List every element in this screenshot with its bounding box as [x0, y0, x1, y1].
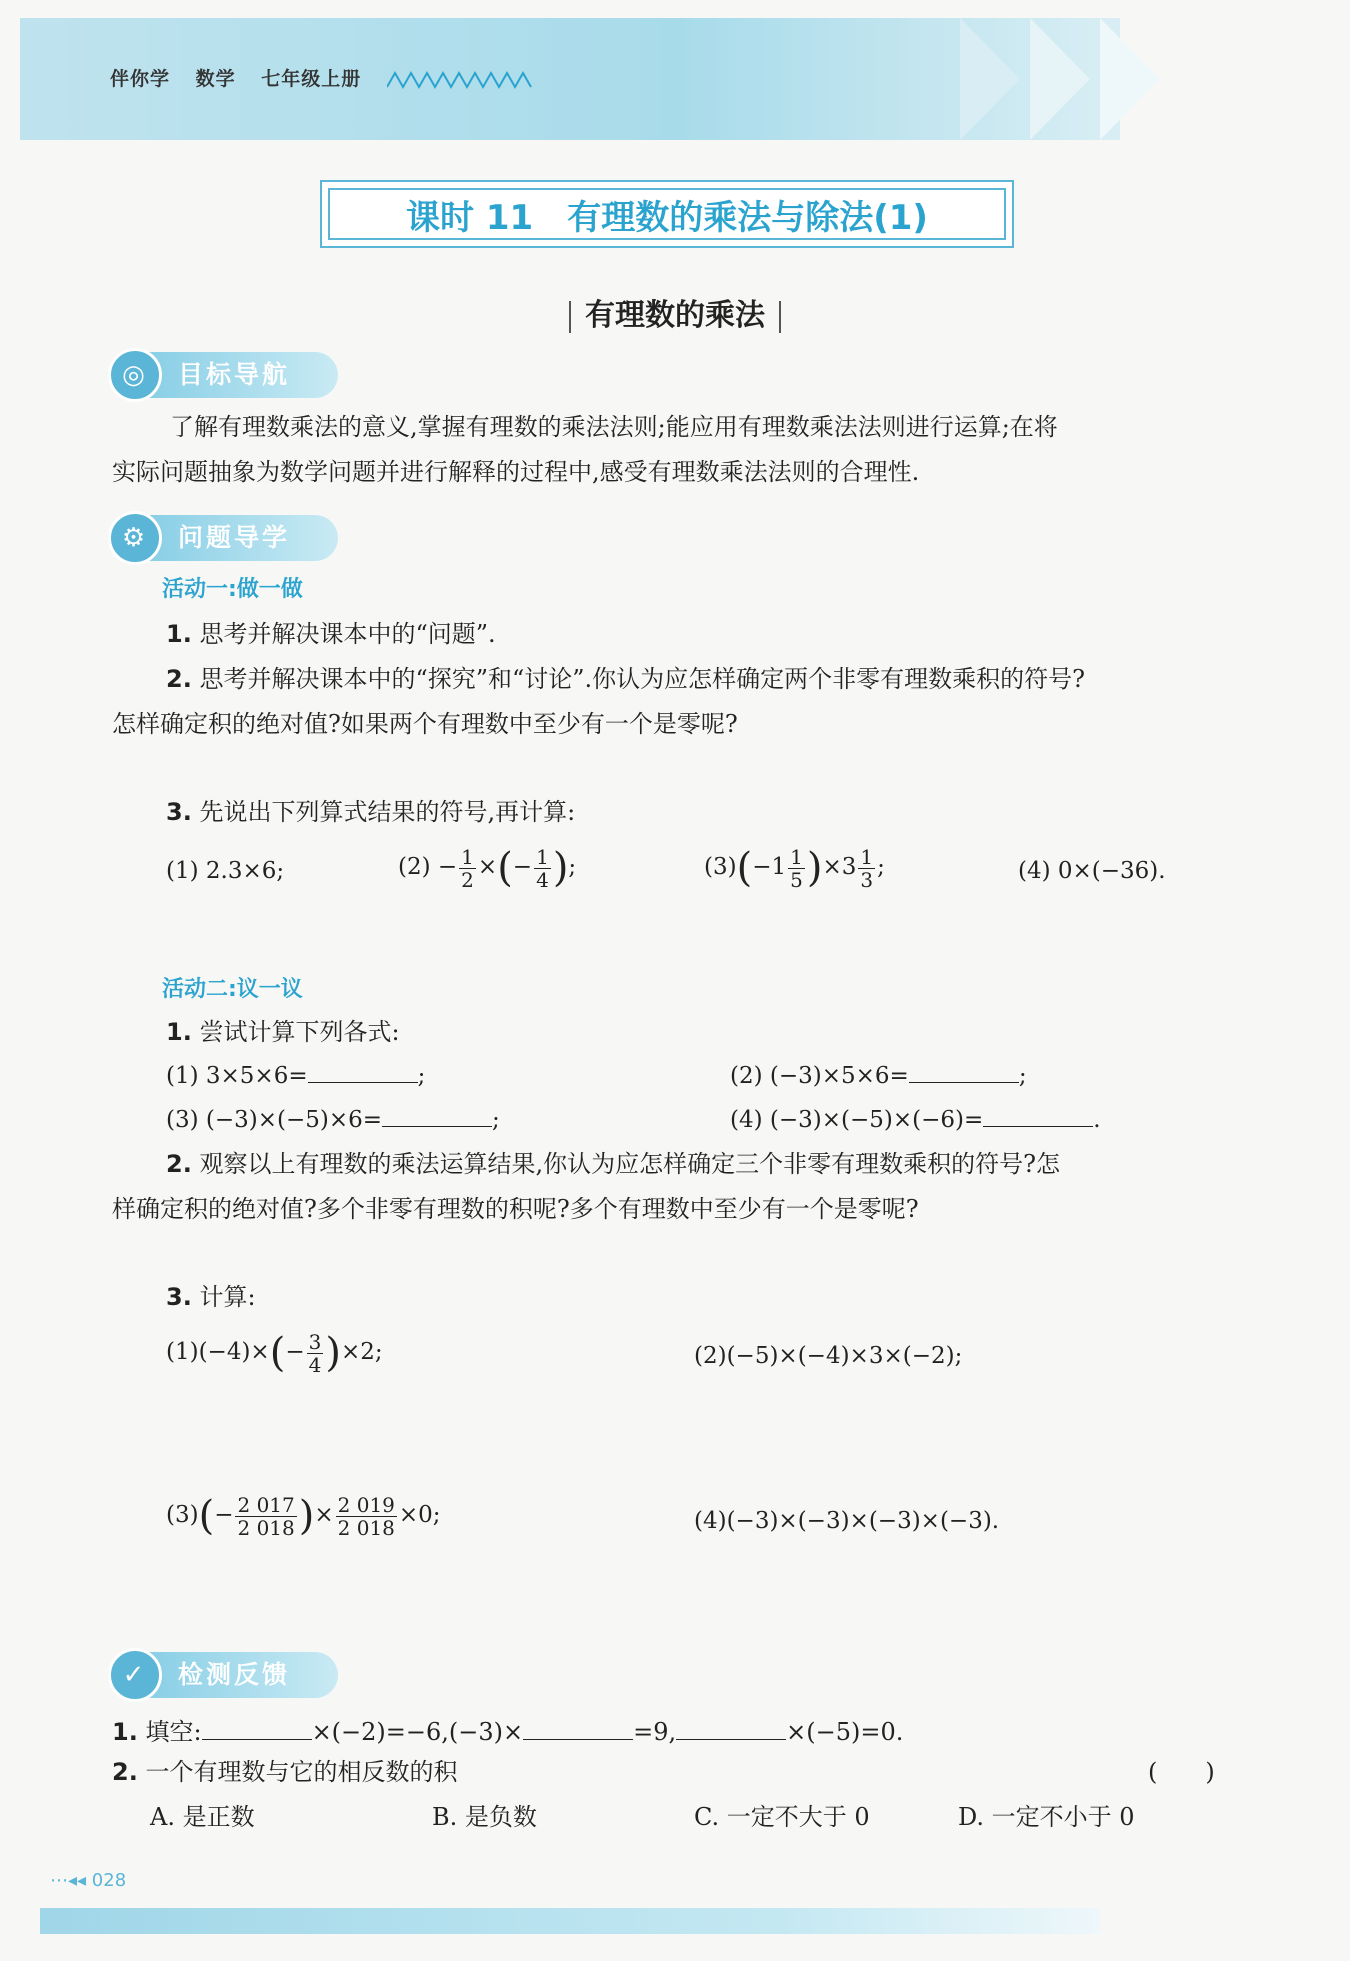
q-text: 填空:: [145, 1718, 202, 1746]
fill-text: (3) (−3)×(−5)×6=: [166, 1107, 383, 1133]
q-number: 2.: [166, 665, 192, 693]
footer-band: [40, 1908, 1100, 1934]
fill-text: (4) (−3)×(−5)×(−6)=: [730, 1107, 984, 1133]
q-text: 尝试计算下列各式:: [199, 1018, 400, 1046]
answer-blank[interactable]: [983, 1104, 1093, 1127]
check-label: 检测反馈: [178, 1660, 291, 1689]
expr-part: (2) −: [398, 854, 458, 880]
fraction: $\frac{1}{5}$: [790, 844, 803, 892]
activity2-q2-line2: 样确定积的绝对值?多个非零有理数的积呢?多个有理数中至少有一个是零呢?: [112, 1195, 919, 1223]
fill-end: ;: [492, 1107, 500, 1133]
checklist-icon: ✓: [108, 1648, 162, 1702]
fraction: $\frac{2 019}{2 018}$: [337, 1492, 395, 1540]
expr-part: ;: [568, 854, 577, 880]
head-gear-icon: ⚙: [108, 511, 162, 565]
header-grade: 七年级上册: [261, 68, 362, 90]
expr-part: ×2;: [340, 1339, 383, 1365]
lesson-title-box: [320, 180, 1014, 248]
fraction: $\frac{3}{4}$: [308, 1329, 322, 1377]
activity1-q1: [166, 612, 496, 656]
q-text: =9,: [633, 1718, 677, 1746]
chevron-decoration: [1100, 18, 1160, 140]
option-a[interactable]: A. 是正数: [150, 1803, 255, 1831]
fill-2: [730, 1060, 1027, 1089]
fill-end: ;: [417, 1063, 426, 1089]
expr-part: (3): [166, 1502, 199, 1528]
q-text: 计算:: [199, 1283, 256, 1311]
triangle-pattern-icon: [387, 71, 537, 89]
goal-label: 目标导航: [178, 360, 291, 389]
expr-part: (1)(−4)×: [166, 1339, 270, 1365]
q-text: ×(−5)=0.: [786, 1718, 904, 1746]
expr-4: (4) 0×(−36).: [1018, 858, 1166, 884]
fill-4: [730, 1104, 1101, 1133]
answer-paren[interactable]: ( ): [1148, 1758, 1215, 1786]
q-number: 2.: [112, 1758, 138, 1786]
q-number: 3.: [166, 1283, 192, 1311]
expr-part: ×0;: [398, 1502, 441, 1528]
option-d[interactable]: D. 一定不小于 0: [958, 1803, 1135, 1831]
q-text: ×(−2)=−6,(−3)×: [311, 1718, 524, 1746]
guide-section-tag: [108, 515, 338, 561]
chevron-decoration: [1030, 18, 1090, 140]
fraction: $\frac{1}{2}$: [461, 844, 474, 892]
calc-3: (3)(− $\frac{2 017}{2 018}$ )× $\frac{2 019}{2 018}$ ×0;: [166, 1492, 441, 1540]
header-subject: 数学: [195, 68, 236, 90]
page-number-text: 028: [91, 1870, 127, 1891]
subtitle-text: 有理数的乘法: [585, 298, 765, 333]
q-number: 1.: [112, 1718, 138, 1746]
expr-part: ;: [877, 854, 885, 880]
q-text: 思考并解决课本中的“问题”.: [199, 620, 496, 648]
check-q1: [112, 1712, 903, 1747]
expr-part: −1: [752, 854, 787, 880]
target-icon: ◎: [108, 348, 162, 402]
chevron-decoration: [960, 18, 1020, 140]
expr-part: ×: [477, 854, 498, 880]
q-text: 先说出下列算式结果的符号,再计算:: [199, 798, 576, 826]
fraction: $\frac{1}{4}$: [536, 844, 549, 892]
q-number: 1.: [166, 1018, 192, 1046]
goal-text-line1: 了解有理数乘法的意义,掌握有理数的乘法法则;能应用有理数乘法法则进行运算;在将: [170, 413, 1058, 441]
expr-part: −: [285, 1339, 305, 1365]
expr-part: −: [214, 1502, 234, 1528]
running-header: [110, 64, 537, 91]
expr-2: (2) − $\frac{1}{2}$ ×(− $\frac{1}{4}$ );: [398, 844, 577, 892]
fraction: $\frac{1}{3}$: [860, 844, 874, 892]
activity1-q3: [166, 790, 575, 834]
q-number: 2.: [166, 1150, 192, 1178]
q-text: 一个有理数与它的相反数的积: [145, 1758, 458, 1786]
answer-blank[interactable]: [676, 1717, 786, 1740]
activity2-q3: [166, 1275, 256, 1319]
expr-3: (3)(−1 $\frac{1}{5}$ )×3 $\frac{1}{3}$ ;: [704, 844, 885, 892]
activity2-q1: [166, 1010, 400, 1054]
arrow-icon: ⋯◂◂: [50, 1870, 92, 1891]
fill-3: [166, 1104, 500, 1133]
fill-end: .: [1093, 1107, 1101, 1133]
goal-text-line2: 实际问题抽象为数学问题并进行解释的过程中,感受有理数乘法法则的合理性.: [112, 458, 920, 486]
q-number: 1.: [166, 620, 192, 648]
fraction: $\frac{2 017}{2 018}$: [237, 1492, 295, 1540]
option-b[interactable]: B. 是负数: [432, 1803, 537, 1831]
divider: [779, 301, 781, 333]
activity2-q2-line1: [166, 1142, 1060, 1186]
header-book: 伴你学: [110, 68, 171, 90]
calc-2: (2)(−5)×(−4)×3×(−2);: [694, 1343, 963, 1369]
expr-part: ×3: [822, 854, 857, 880]
check-section-tag: [108, 1652, 338, 1698]
section-subtitle: [0, 290, 1350, 334]
calc-1: (1)(−4)×(− $\frac{3}{4}$ )×2;: [166, 1329, 383, 1377]
fill-text: (2) (−3)×5×6=: [730, 1063, 909, 1089]
lesson-title: 课时 11 有理数的乘法与除法(1): [328, 188, 1006, 240]
q-number: 3.: [166, 798, 192, 826]
q-text: 观察以上有理数的乘法运算结果,你认为应怎样确定三个非零有理数乘积的符号?怎: [199, 1150, 1060, 1178]
expr-1: (1) 2.3×6;: [166, 858, 285, 884]
answer-blank[interactable]: [909, 1060, 1019, 1083]
page-number: [50, 1870, 126, 1891]
activity2-title: 活动二:议一议: [162, 977, 303, 1002]
activity1-q2-line1: [166, 657, 1085, 701]
activity1-title: 活动一:做一做: [162, 577, 303, 602]
expr-part: ×: [314, 1502, 334, 1528]
fill-end: ;: [1018, 1063, 1027, 1089]
fill-text: (1) 3×5×6=: [166, 1063, 308, 1089]
option-c[interactable]: C. 一定不大于 0: [694, 1803, 870, 1831]
calc-4: (4)(−3)×(−3)×(−3)×(−3).: [694, 1508, 1000, 1534]
answer-blank[interactable]: [202, 1717, 312, 1740]
expr-part: −: [512, 854, 533, 880]
fill-1: [166, 1060, 425, 1089]
check-q2: [112, 1750, 457, 1794]
q-text: 思考并解决课本中的“探究”和“讨论”.你认为应怎样确定两个非零有理数乘积的符号?: [199, 665, 1086, 693]
guide-label: 问题导学: [178, 523, 291, 552]
answer-blank[interactable]: [382, 1104, 492, 1127]
expr-part: (3): [704, 854, 737, 880]
answer-blank[interactable]: [308, 1060, 418, 1083]
answer-blank[interactable]: [523, 1717, 633, 1740]
activity1-q2-line2: 怎样确定积的绝对值?如果两个有理数中至少有一个是零呢?: [112, 710, 738, 738]
divider: [569, 301, 571, 333]
goal-section-tag: [108, 352, 338, 398]
